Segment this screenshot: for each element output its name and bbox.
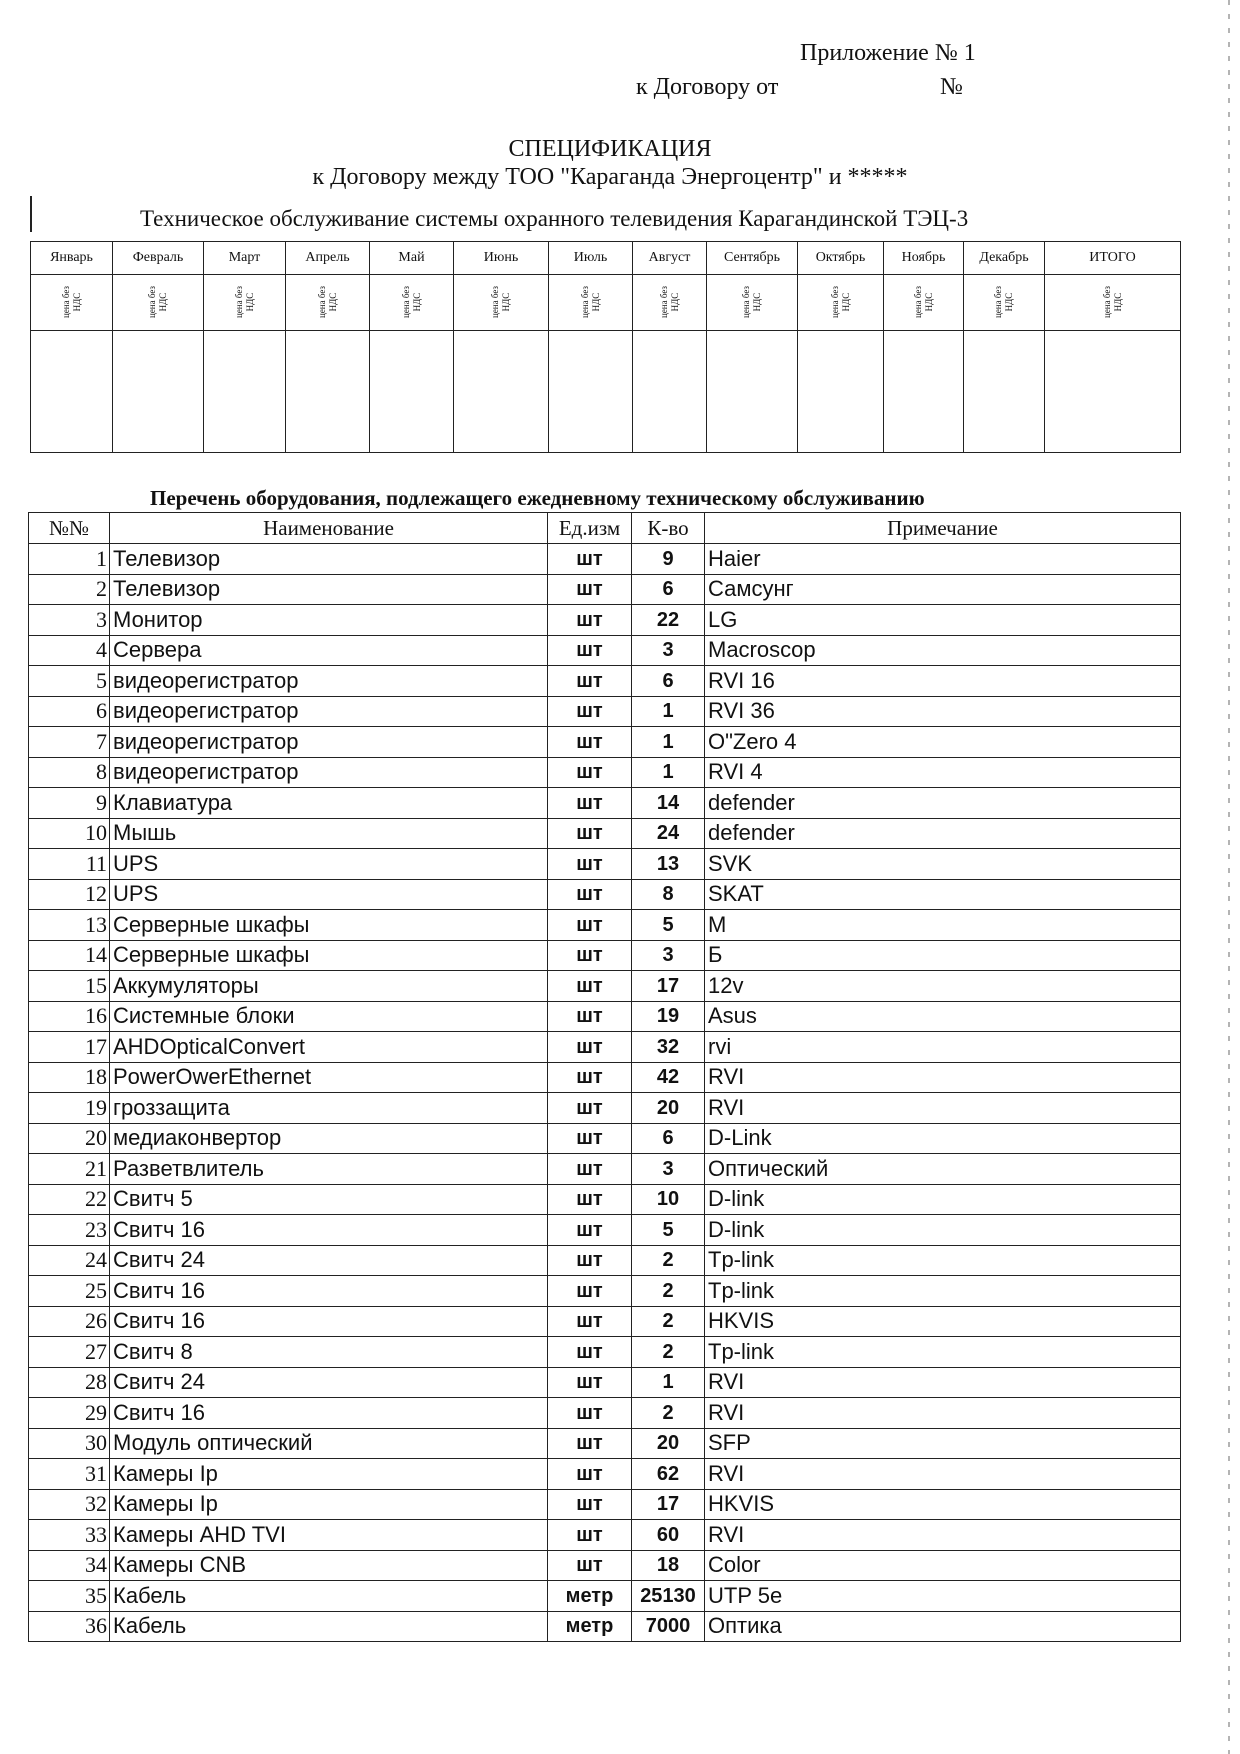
row-quantity: 20 <box>632 1428 705 1459</box>
row-note: Macroscop <box>705 635 1181 666</box>
row-number: 29 <box>29 1398 110 1429</box>
row-note: Б <box>705 940 1181 971</box>
table-row <box>29 1611 1181 1642</box>
row-name: Серверные шкафы <box>110 910 548 941</box>
row-number: 14 <box>29 940 110 971</box>
month-header: Март <box>204 242 286 275</box>
row-unit: шт <box>548 544 632 575</box>
row-quantity: 2 <box>632 1245 705 1276</box>
row-quantity: 60 <box>632 1520 705 1551</box>
row-quantity: 42 <box>632 1062 705 1093</box>
row-quantity: 6 <box>632 574 705 605</box>
row-note: SFP <box>705 1428 1181 1459</box>
row-unit: шт <box>548 1337 632 1368</box>
row-name: Камеры CNB <box>110 1550 548 1581</box>
row-name: Свитч 16 <box>110 1306 548 1337</box>
row-quantity: 22 <box>632 605 705 636</box>
table-row <box>29 1154 1181 1185</box>
row-quantity: 3 <box>632 940 705 971</box>
month-header: Май <box>370 242 454 275</box>
table-row <box>29 818 1181 849</box>
row-name: Свитч 16 <box>110 1276 548 1307</box>
row-quantity: 8 <box>632 879 705 910</box>
row-number: 8 <box>29 757 110 788</box>
row-unit: шт <box>548 849 632 880</box>
row-number: 9 <box>29 788 110 819</box>
row-number: 36 <box>29 1611 110 1642</box>
row-quantity: 14 <box>632 788 705 819</box>
row-note: RVI 4 <box>705 757 1181 788</box>
price-note-cell <box>454 275 549 331</box>
table-row <box>29 1520 1181 1551</box>
row-name: AHDOpticalConvert <box>110 1032 548 1063</box>
row-note: Asus <box>705 1001 1181 1032</box>
row-number: 12 <box>29 879 110 910</box>
row-unit: шт <box>548 879 632 910</box>
row-number: 7 <box>29 727 110 758</box>
price-value-cell <box>454 331 549 453</box>
row-quantity: 62 <box>632 1459 705 1490</box>
price-note-label: цена без НДС <box>993 285 1014 318</box>
price-note-label: цена без НДС <box>60 285 82 318</box>
header-number: №№ <box>29 513 110 544</box>
row-unit: шт <box>548 696 632 727</box>
row-note: Haier <box>705 544 1181 575</box>
row-quantity: 7000 <box>632 1611 705 1642</box>
row-name: видеорегистратор <box>110 666 548 697</box>
table-row <box>29 1306 1181 1337</box>
row-quantity: 10 <box>632 1184 705 1215</box>
row-name: Свитч 24 <box>110 1367 548 1398</box>
header-name: Наименование <box>110 513 548 544</box>
table-row <box>29 1245 1181 1276</box>
row-unit: шт <box>548 1367 632 1398</box>
row-number: 20 <box>29 1123 110 1154</box>
row-name: Камеры Ip <box>110 1459 548 1490</box>
month-header: Июль <box>549 242 633 275</box>
row-unit: метр <box>548 1611 632 1642</box>
row-quantity: 3 <box>632 1154 705 1185</box>
row-unit: метр <box>548 1581 632 1612</box>
row-quantity: 19 <box>632 1001 705 1032</box>
price-note-cell <box>964 275 1045 331</box>
row-note: RVI 16 <box>705 666 1181 697</box>
row-quantity: 13 <box>632 849 705 880</box>
table-row <box>29 574 1181 605</box>
row-number: 18 <box>29 1062 110 1093</box>
row-quantity: 2 <box>632 1398 705 1429</box>
table-row <box>29 1489 1181 1520</box>
equipment-list-title: Перечень оборудования, подлежащего ежедневному техническому обслуживанию <box>150 486 925 510</box>
table-row <box>29 1550 1181 1581</box>
row-number: 3 <box>29 605 110 636</box>
table-row <box>29 971 1181 1002</box>
row-note: O"Zero 4 <box>705 727 1181 758</box>
row-note: LG <box>705 605 1181 636</box>
row-unit: шт <box>548 605 632 636</box>
row-quantity: 1 <box>632 757 705 788</box>
row-quantity: 5 <box>632 1215 705 1246</box>
row-name: видеорегистратор <box>110 757 548 788</box>
row-number: 35 <box>29 1581 110 1612</box>
header-unit: Ед.изм <box>548 513 632 544</box>
table-row <box>29 1367 1181 1398</box>
row-name: Разветвлитель <box>110 1154 548 1185</box>
scan-edge-mark <box>1228 0 1230 1754</box>
month-header: ИТОГО <box>1045 242 1181 275</box>
row-name: Кабель <box>110 1581 548 1612</box>
row-note: SKAT <box>705 879 1181 910</box>
price-note-cell <box>798 275 884 331</box>
price-note-cell <box>707 275 798 331</box>
row-unit: шт <box>548 1489 632 1520</box>
row-name: Серверные шкафы <box>110 940 548 971</box>
row-quantity: 3 <box>632 635 705 666</box>
month-header: Август <box>633 242 707 275</box>
month-header: Январь <box>31 242 113 275</box>
month-header: Октябрь <box>798 242 884 275</box>
table-row <box>29 1581 1181 1612</box>
row-name: видеорегистратор <box>110 727 548 758</box>
row-note: Оптический <box>705 1154 1181 1185</box>
contract-number: № <box>940 74 963 100</box>
price-note-label: цена без НДС <box>400 285 422 318</box>
row-note: SVK <box>705 849 1181 880</box>
table-row <box>29 1093 1181 1124</box>
row-number: 17 <box>29 1032 110 1063</box>
table-row <box>29 1123 1181 1154</box>
row-name: Свитч 5 <box>110 1184 548 1215</box>
row-unit: шт <box>548 1245 632 1276</box>
row-name: Телевизор <box>110 544 548 575</box>
row-unit: шт <box>548 971 632 1002</box>
row-note: 12v <box>705 971 1181 1002</box>
row-number: 28 <box>29 1367 110 1398</box>
table-row <box>29 1001 1181 1032</box>
row-number: 30 <box>29 1428 110 1459</box>
table-row <box>29 666 1181 697</box>
row-number: 6 <box>29 696 110 727</box>
row-unit: шт <box>548 1215 632 1246</box>
row-name: Модуль оптический <box>110 1428 548 1459</box>
price-note-label: цена без НДС <box>316 285 338 318</box>
row-unit: шт <box>548 940 632 971</box>
service-title: Техническое обслуживание системы охранного телевидения Карагандинской ТЭЦ-3 <box>140 206 969 231</box>
price-value-cell <box>286 331 370 453</box>
row-name: Монитор <box>110 605 548 636</box>
table-row <box>29 1459 1181 1490</box>
row-name: Телевизор <box>110 574 548 605</box>
row-number: 11 <box>29 849 110 880</box>
table-row <box>29 605 1181 636</box>
row-number: 2 <box>29 574 110 605</box>
row-name: Свитч 16 <box>110 1215 548 1246</box>
row-name: Кабель <box>110 1611 548 1642</box>
row-name: Свитч 24 <box>110 1245 548 1276</box>
row-unit: шт <box>548 1276 632 1307</box>
price-note-cell <box>549 275 633 331</box>
price-note-cell <box>1045 275 1181 331</box>
row-quantity: 2 <box>632 1276 705 1307</box>
row-number: 19 <box>29 1093 110 1124</box>
row-number: 21 <box>29 1154 110 1185</box>
row-name: Камеры AHD TVI <box>110 1520 548 1551</box>
equipment-table <box>28 512 1181 1642</box>
price-note-cell <box>370 275 454 331</box>
row-note: defender <box>705 788 1181 819</box>
row-quantity: 17 <box>632 971 705 1002</box>
header-note: Примечание <box>705 513 1181 544</box>
table-row <box>29 1337 1181 1368</box>
row-note: RVI <box>705 1520 1181 1551</box>
table-row <box>29 849 1181 880</box>
price-note-label: цена без НДС <box>912 285 934 318</box>
price-value-cell <box>549 331 633 453</box>
row-note: UTP 5e <box>705 1581 1181 1612</box>
row-unit: шт <box>548 574 632 605</box>
row-note: RVI <box>705 1398 1181 1429</box>
row-number: 22 <box>29 1184 110 1215</box>
table-row <box>29 910 1181 941</box>
row-quantity: 6 <box>632 666 705 697</box>
row-quantity: 2 <box>632 1306 705 1337</box>
month-header: Ноябрь <box>884 242 964 275</box>
table-row <box>29 757 1181 788</box>
header-quantity: К-во <box>632 513 705 544</box>
row-quantity: 1 <box>632 1367 705 1398</box>
row-name: Свитч 16 <box>110 1398 548 1429</box>
row-note: defender <box>705 818 1181 849</box>
row-number: 31 <box>29 1459 110 1490</box>
table-row <box>29 727 1181 758</box>
row-unit: шт <box>548 1550 632 1581</box>
month-header: Сентябрь <box>707 242 798 275</box>
price-note-cell <box>31 275 113 331</box>
row-quantity: 32 <box>632 1032 705 1063</box>
price-note-label: цена без НДС <box>658 285 680 318</box>
price-note-label: цена без НДС <box>579 285 601 318</box>
row-quantity: 2 <box>632 1337 705 1368</box>
margin-rule <box>30 196 32 232</box>
row-number: 5 <box>29 666 110 697</box>
row-name: Аккумуляторы <box>110 971 548 1002</box>
price-value-cell <box>113 331 204 453</box>
row-name: Сервера <box>110 635 548 666</box>
row-name: видеорегистратор <box>110 696 548 727</box>
row-note: HKVIS <box>705 1489 1181 1520</box>
row-name: Клавиатура <box>110 788 548 819</box>
row-note: Tp-link <box>705 1276 1181 1307</box>
row-unit: шт <box>548 1520 632 1551</box>
row-unit: шт <box>548 818 632 849</box>
price-value-cell <box>798 331 884 453</box>
row-quantity: 18 <box>632 1550 705 1581</box>
row-number: 27 <box>29 1337 110 1368</box>
contract-reference: к Договору от <box>636 74 779 100</box>
row-note: RVI <box>705 1062 1181 1093</box>
row-note: RVI 36 <box>705 696 1181 727</box>
price-value-cell <box>707 331 798 453</box>
row-quantity: 25130 <box>632 1581 705 1612</box>
row-note: D-Link <box>705 1123 1181 1154</box>
row-number: 16 <box>29 1001 110 1032</box>
row-name: PowerOwerEthernet <box>110 1062 548 1093</box>
row-unit: шт <box>548 1123 632 1154</box>
row-number: 32 <box>29 1489 110 1520</box>
price-note-label: цена без НДС <box>233 285 255 318</box>
row-name: Мышь <box>110 818 548 849</box>
row-name: Системные блоки <box>110 1001 548 1032</box>
row-quantity: 20 <box>632 1093 705 1124</box>
row-unit: шт <box>548 635 632 666</box>
spec-title: СПЕЦИФИКАЦИЯ <box>508 136 712 162</box>
row-number: 23 <box>29 1215 110 1246</box>
price-value-cell <box>31 331 113 453</box>
row-note: D-link <box>705 1184 1181 1215</box>
row-name: гроззащита <box>110 1093 548 1124</box>
row-unit: шт <box>548 1306 632 1337</box>
month-header: Декабрь <box>964 242 1045 275</box>
spec-subtitle: к Договору между ТОО "Караганда Энергоцентр" и ***** <box>312 164 908 190</box>
row-unit: шт <box>548 1001 632 1032</box>
row-note: D-link <box>705 1215 1181 1246</box>
price-note-label: цена без НДС <box>741 285 762 318</box>
price-value-cell <box>204 331 286 453</box>
row-unit: шт <box>548 1093 632 1124</box>
price-note-cell <box>204 275 286 331</box>
price-value-cell <box>964 331 1045 453</box>
row-note: RVI <box>705 1367 1181 1398</box>
price-note-cell <box>286 275 370 331</box>
month-header: Февраль <box>113 242 204 275</box>
row-unit: шт <box>548 1459 632 1490</box>
row-unit: шт <box>548 1032 632 1063</box>
row-note: RVI <box>705 1093 1181 1124</box>
row-unit: шт <box>548 910 632 941</box>
price-note-cell <box>633 275 707 331</box>
table-row <box>29 1428 1181 1459</box>
price-note-cell <box>113 275 204 331</box>
row-note: rvi <box>705 1032 1181 1063</box>
row-note: Оптика <box>705 1611 1181 1642</box>
table-row <box>29 544 1181 575</box>
row-number: 13 <box>29 910 110 941</box>
price-note-label: цена без НДС <box>829 285 851 318</box>
row-quantity: 17 <box>632 1489 705 1520</box>
row-quantity: 9 <box>632 544 705 575</box>
table-row <box>29 1398 1181 1429</box>
row-number: 4 <box>29 635 110 666</box>
row-note: Самсунг <box>705 574 1181 605</box>
price-note-label: цена без НДС <box>490 285 511 318</box>
row-number: 25 <box>29 1276 110 1307</box>
price-value-cell <box>884 331 964 453</box>
row-unit: шт <box>548 1184 632 1215</box>
row-name: UPS <box>110 879 548 910</box>
price-value-cell <box>1045 331 1181 453</box>
row-name: Свитч 8 <box>110 1337 548 1368</box>
row-unit: шт <box>548 1062 632 1093</box>
table-row <box>29 635 1181 666</box>
price-note-label: цена без НДС <box>147 285 168 318</box>
table-row <box>29 696 1181 727</box>
row-unit: шт <box>548 727 632 758</box>
row-number: 15 <box>29 971 110 1002</box>
month-header: Июнь <box>454 242 549 275</box>
row-note: Color <box>705 1550 1181 1581</box>
row-unit: шт <box>548 1154 632 1185</box>
row-unit: шт <box>548 757 632 788</box>
price-note-label: цена без НДС <box>1101 285 1123 318</box>
price-value-cell <box>370 331 454 453</box>
monthly-price-table <box>30 241 1181 453</box>
row-quantity: 6 <box>632 1123 705 1154</box>
row-number: 24 <box>29 1245 110 1276</box>
table-row <box>29 788 1181 819</box>
table-row <box>29 1215 1181 1246</box>
row-number: 34 <box>29 1550 110 1581</box>
table-row <box>29 1276 1181 1307</box>
row-unit: шт <box>548 1428 632 1459</box>
price-value-cell <box>633 331 707 453</box>
row-number: 1 <box>29 544 110 575</box>
row-quantity: 5 <box>632 910 705 941</box>
row-name: Камеры Ip <box>110 1489 548 1520</box>
row-note: Tp-link <box>705 1245 1181 1276</box>
row-unit: шт <box>548 1398 632 1429</box>
row-note: RVI <box>705 1459 1181 1490</box>
price-note-cell <box>884 275 964 331</box>
table-row <box>29 1062 1181 1093</box>
table-row <box>29 940 1181 971</box>
table-row <box>29 1032 1181 1063</box>
row-note: Tp-link <box>705 1337 1181 1368</box>
row-number: 26 <box>29 1306 110 1337</box>
row-quantity: 24 <box>632 818 705 849</box>
row-quantity: 1 <box>632 696 705 727</box>
row-unit: шт <box>548 788 632 819</box>
table-row <box>29 879 1181 910</box>
table-row <box>29 1184 1181 1215</box>
month-header: Апрель <box>286 242 370 275</box>
appendix-label: Приложение № 1 <box>800 40 976 66</box>
row-number: 33 <box>29 1520 110 1551</box>
row-name: медиаконвертор <box>110 1123 548 1154</box>
row-note: М <box>705 910 1181 941</box>
row-unit: шт <box>548 666 632 697</box>
row-note: HKVIS <box>705 1306 1181 1337</box>
row-name: UPS <box>110 849 548 880</box>
row-number: 10 <box>29 818 110 849</box>
row-quantity: 1 <box>632 727 705 758</box>
